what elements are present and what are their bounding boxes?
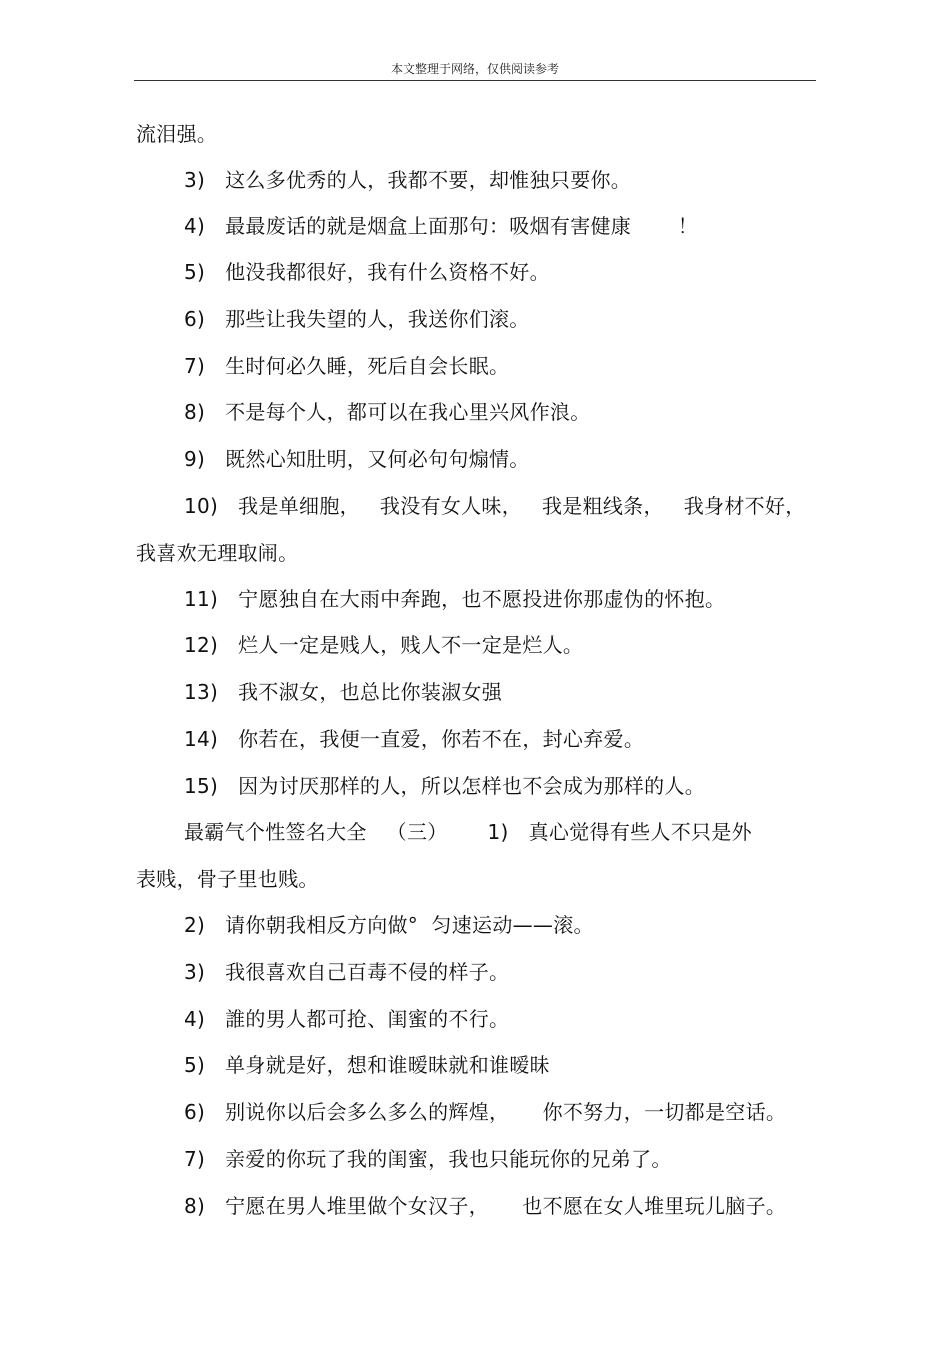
text-line: 流泪强。 [136, 122, 218, 146]
text-line: 11) 宁愿独自在大雨中奔跑，也不愿投进你那虚伪的怀抱。 [184, 587, 726, 611]
text-line: 9) 既然心知肚明，又何必句句煽情。 [184, 447, 530, 471]
text-line: 5) 单身就是好，想和谁暧昧就和谁暧昧 [184, 1053, 550, 1077]
text-line: 5) 他没我都很好，我有什么资格不好。 [184, 260, 550, 284]
text-line: 8) 不是每个人，都可以在我心里兴风作浪。 [184, 400, 591, 424]
text-line: 4) 最最废话的就是烟盒上面那句：吸烟有害健康 ！ [184, 214, 699, 238]
text-line: 表贱，骨子里也贱。 [136, 867, 319, 891]
text-line: 3) 这么多优秀的人，我都不要，却惟独只要你。 [184, 168, 632, 192]
text-line: 最霸气个性签名大全 （三） 1) 真心觉得有些人不只是外 [184, 820, 752, 844]
text-line: 6) 那些让我失望的人，我送你们滚。 [184, 307, 530, 331]
text-line: 8) 宁愿在男人堆里做个女汉子， 也不愿在女人堆里玩儿脑子。 [184, 1194, 787, 1218]
text-line: 13) 我不淑女，也总比你装淑女强 [184, 680, 503, 704]
text-line: 4) 誰的男人都可抢、闺蜜的不行。 [184, 1007, 510, 1031]
text-line: 15) 因为讨厌那样的人，所以怎样也不会成为那样的人。 [184, 774, 706, 798]
text-line: 7) 生时何必久睡，死后自会长眠。 [184, 354, 510, 378]
text-line: 12) 烂人一定是贱人，贱人不一定是烂人。 [184, 633, 584, 657]
text-line: 14) 你若在，我便一直爱，你若不在，封心弃爱。 [184, 727, 645, 751]
text-line: 10) 我是单细胞， 我没有女人味， 我是粗线条， 我身材不好， [184, 494, 806, 518]
text-line: 2) 请你朝我相反方向做° 匀速运动——滚。 [184, 913, 594, 937]
page-header: 本文整理于网络，仅供阅读参考 [390, 62, 559, 76]
text-line: 7) 亲爱的你玩了我的闺蜜，我也只能玩你的兄弟了。 [184, 1147, 672, 1171]
text-line: 我喜欢无理取闹。 [136, 541, 299, 565]
text-line: 3) 我很喜欢自己百毒不侵的样子。 [184, 960, 510, 984]
header-rule [134, 80, 816, 81]
text-line: 6) 别说你以后会多么多么的辉煌， 你不努力，一切都是空话。 [184, 1100, 787, 1124]
